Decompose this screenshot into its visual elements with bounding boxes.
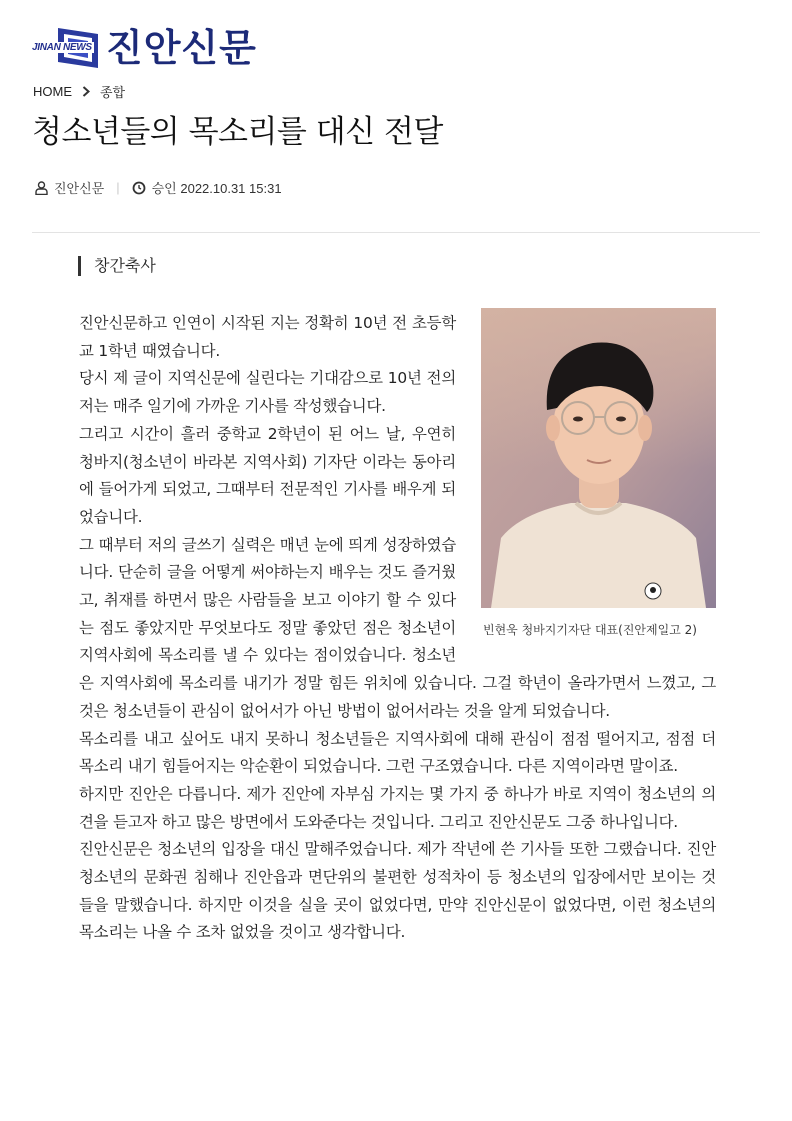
article-headline: 청소년들의 목소리를 대신 전달	[32, 114, 443, 150]
photo-caption: 빈현욱 청바지기자단 대표(진안제일고 2)	[483, 623, 697, 637]
logo-korean: 진안신문	[106, 26, 257, 70]
article-paragraph: 진안신문하고 인연이 시작된 지는 정확히 10년 전 초등학교 1학년 때였습니다.	[79, 314, 456, 360]
figure-space	[456, 310, 716, 660]
chevron-right-icon	[82, 84, 90, 100]
article-paragraph: 그리고 시간이 흘러 중학교 2학년이 된 어느 날, 우연히 청바지(청소년이 바라본 지역사회) 기자단 이라는 동아리에 들어가게 되었고, 그때부터 전문적인 기사를 배우게 되었습니다.	[79, 424, 456, 526]
breadcrumb	[33, 82, 125, 101]
article-paragraph: 하지만 진안은 다릅니다. 제가 진안에 자부심 가지는 몇 가지 중 하나가 바로 지역이 청소년의 의견을 듣고자 하고 많은 방면에서 도와준다는 것입니다. 그리고 진안신문도 그중 하나입니다.	[79, 784, 716, 831]
clock-icon	[132, 181, 146, 195]
article-paragraph: 목소리를 내고 싶어도 내지 못하니 청소년들은 지역사회에 대해 관심이 점점 떨어지고, 점점 더 목소리 내기 힘들어지는 악순환이 되었습니다. 그런 구조였습니다. 다른 지역이라면 말이죠.	[79, 729, 716, 776]
article-paragraph: 진안신문은 청소년의 입장을 대신 말해주었습니다. 제가 작년에 쓴 기사들 또한 그랬습니다. 진안 청소년의 문화권 침해나 진안읍과 면단위의 불편한 성적차이 등 청소년의 입장에서만 보이는 것들을 말했습니다. 하지만 이것을 실을 곳이 없었다면, 만약 진안신문이 없었다면, 이런 청소년의 목소리는 나올 수 조차 없었을 것이고 생각합니다.	[79, 840, 716, 942]
article-paragraph: 당시 제 글이 지역신문에 실린다는 기대감으로 10년 전의 저는 매주 일기에 가까운 기사를 작성했습니다.	[79, 369, 456, 416]
logo-english: JINAN NEWS	[32, 42, 92, 53]
article-meta	[35, 178, 282, 197]
article-paragraph: 그 때부터 저의 글쓰기 실력은 매년 눈에 띄게 성장하였습니다. 단순히 글을 어떻게 써야하는지 배우는 것도 즐거웠고, 취재를 하면서 많은 사람들을 보고 이야기 할 수 있다는 점도 좋았지만 무엇보다도 정말 좋았던 점은 청소년이 지역사회에 목소리를 낼 수 있다는 점이었습니다. 청소년은 지역사회에 목소리를 내기가 정말 힘든 위치에 있습니다. 그걸 학년이 올라가면서 느꼈고, 그것은 청소년들이 관심이 없어서가 아닌 방법이 없어서라는 것을 알게 되었습니다.	[79, 535, 716, 720]
user-icon	[35, 181, 48, 195]
approved-time: 승인 2022.10.31 15:31	[151, 181, 282, 196]
breadcrumb-home[interactable]: HOME	[33, 84, 72, 99]
author-name[interactable]: 진안신문	[54, 181, 105, 196]
meta-separator: |	[116, 180, 120, 195]
logo-mark	[32, 26, 100, 70]
section-label: 창간축사	[78, 256, 156, 276]
header-divider	[32, 232, 760, 233]
article-body	[79, 310, 716, 947]
breadcrumb-section[interactable]: 종합	[100, 85, 126, 100]
site-logo[interactable]	[32, 24, 257, 72]
